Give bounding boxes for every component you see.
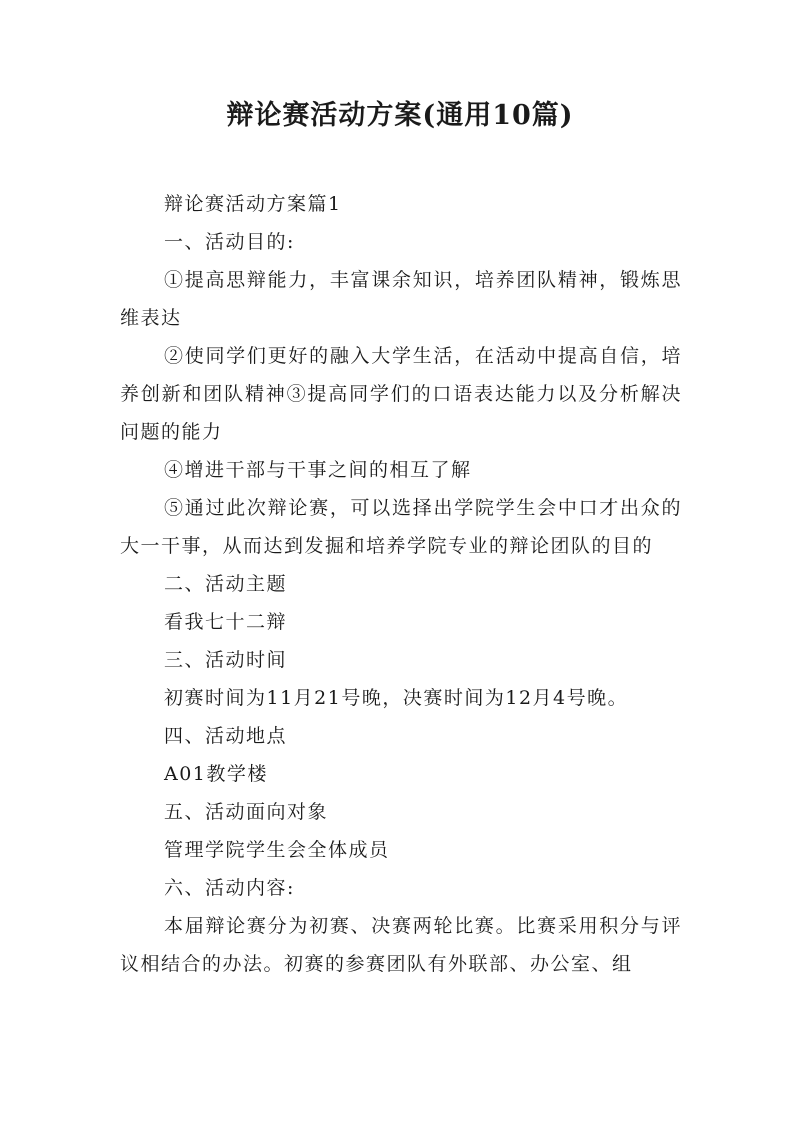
paragraph-time: 初赛时间为11月21号晚，决赛时间为12月4号晚。 xyxy=(164,687,629,709)
paragraph-audience: 管理学院学生会全体成员 xyxy=(164,839,390,861)
paragraph-purpose-2-3: ②使同学们更好的融入大学生活，在活动中提高自信，培养创新和团队精神③提高同学们的口语表达能力以及分析解决问题的能力 xyxy=(120,345,682,443)
paragraph-time-heading: 三、活动时间 xyxy=(164,649,288,671)
paragraph-purpose-1: ①提高思辩能力，丰富课余知识，培养团队精神，锻炼思维表达 xyxy=(120,269,682,329)
paragraph-audience-heading: 五、活动面向对象 xyxy=(164,801,329,823)
document-title: 辩论赛活动方案(通用10篇) xyxy=(226,100,574,131)
paragraph-content-heading: 六、活动内容: xyxy=(164,877,295,899)
document-body xyxy=(120,185,682,983)
paragraph-location-heading: 四、活动地点 xyxy=(164,725,288,747)
paragraph-theme: 看我七十二辩 xyxy=(164,611,288,633)
paragraph-theme-heading: 二、活动主题 xyxy=(164,573,288,595)
paragraph-purpose-heading: 一、活动目的: xyxy=(164,231,295,253)
paragraph-purpose-5: ⑤通过此次辩论赛，可以选择出学院学生会中口才出众的大一干事，从而达到发掘和培养学院专业的辩论团队的目的 xyxy=(120,497,682,557)
paragraph-purpose-4: ④增进干部与干事之间的相互了解 xyxy=(164,459,472,481)
paragraph-location: A01教学楼 xyxy=(164,763,268,785)
paragraph-content: 本届辩论赛分为初赛、决赛两轮比赛。比赛采用积分与评议相结合的办法。初赛的参赛团队有外联部、办公室、组 xyxy=(120,915,682,975)
paragraph-section-heading: 辩论赛活动方案篇1 xyxy=(164,193,342,215)
